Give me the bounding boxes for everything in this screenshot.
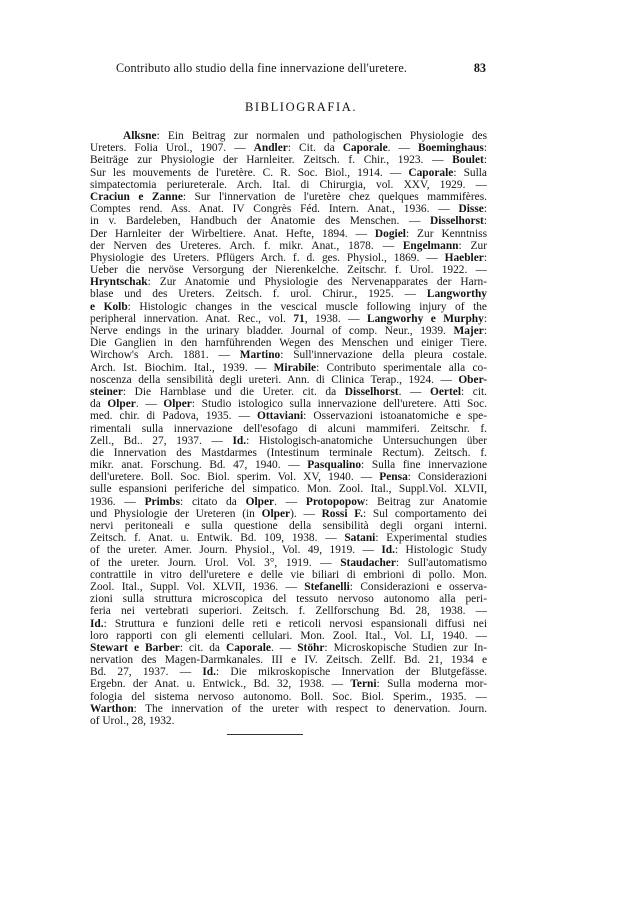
citation-text: dell'uretere. Boll. Soc. Biol. sperim. Vol. XV, 1940. — — [90, 471, 380, 484]
citation-text: . — — [270, 641, 298, 654]
citation-text: peripheral innervation. Anat. Rec., vol. — [90, 312, 294, 325]
citation-text: noscenza della sensibilità degli ureteri. Ann. di Clinica Terap., 1924. — — [90, 373, 459, 386]
citation-text: Ueber die nervöse Versorgung der Nierenkelche. Zeitschr. f. Urol. 1922. — — [90, 264, 487, 277]
author-name: 71 — [293, 312, 305, 325]
citation-text: : — [483, 203, 487, 216]
citation-text: : — [483, 154, 487, 167]
running-title: Contributo allo studio della fine innervazione dell'uretere. — [116, 61, 408, 75]
citation-text: : — [483, 325, 487, 337]
bibliography-line — [90, 508, 487, 520]
author-name: Haebler — [444, 251, 484, 264]
author-name: Alksne — [123, 130, 157, 142]
citation-text: in v. Bardeleben, Handbuch der Anatomie des Menschen. — — [90, 215, 431, 228]
bibliography-line — [90, 666, 487, 678]
bibliography-line — [90, 496, 487, 508]
citation-text: : Experimental studies — [375, 532, 487, 545]
author-name: Olper — [163, 398, 192, 411]
citation-text: : Sur l'innervation de l'uretère chez quelques mammifères. — [182, 190, 487, 203]
author-name: Langworhy e Murphy — [367, 312, 484, 325]
bibliography-line — [90, 179, 487, 191]
citation-text: : Studio istologico sulla innervazione dell'uretere. Atti Soc. — [191, 398, 487, 411]
author-name: Langworthy — [426, 288, 487, 301]
citation-text: Wirchow's Arch. 1881. — — [90, 349, 240, 362]
citation-text: Zell., Bd.. 27, 1937. — — [90, 434, 233, 447]
bibliography-line — [90, 593, 487, 605]
citation-text: nervation des Magen-Darmkanales. III e IV. Zeitsch. Zellf. Bd. 21, 1934 e — [90, 654, 487, 667]
bibliography-line — [90, 191, 487, 203]
citation-text: blase und des Ureters. Zeitsch. f. urol. Chirur., 1925. — — [90, 288, 427, 301]
citation-text: Zool. Ital., Suppl. Vol. XLVII, 1936. — — [90, 580, 305, 593]
citation-text: : Zur — [458, 239, 487, 252]
bibliography-line — [90, 410, 487, 422]
citation-text: und Physiologie der Ureteren (in — [90, 507, 262, 520]
citation-text: Die Ganglien in den harnführenden Wegen des Menschen und einiger Tiere. — [90, 337, 487, 350]
bibliography-line — [90, 691, 487, 703]
citation-text: : Zur Anatomie und Physiologie des Nervenapparates der Harn- — [147, 276, 487, 289]
citation-text: : Osservazioni istoanatomiche e spe- — [303, 410, 487, 423]
bibliography-line — [90, 203, 487, 215]
bibliography-line — [90, 459, 487, 471]
citation-text: ). — — [290, 507, 322, 520]
bibliography-line — [90, 215, 487, 227]
bibliography-line — [90, 605, 487, 617]
bibliography-line — [90, 240, 487, 252]
author-name: Staudacher — [340, 556, 396, 569]
citation-text: : Die Harnblase und die Ureter. cit. da — [122, 385, 345, 398]
author-name: Stöhr — [297, 641, 325, 654]
bibliography-line — [90, 471, 487, 483]
author-name: Rossi F. — [321, 507, 364, 520]
author-name: Warthon — [90, 702, 134, 715]
author-name: Olper — [245, 495, 275, 508]
author-name: steiner — [90, 385, 123, 398]
bibliography-line — [90, 654, 487, 666]
citation-text: : — [483, 142, 487, 155]
citation-text: da — [90, 398, 108, 411]
citation-text: : Sulla moderna mor- — [376, 678, 487, 691]
bibliography-line — [90, 569, 487, 581]
author-name: Oertel — [430, 385, 461, 398]
bibliography-line — [90, 435, 487, 447]
bibliography-line — [90, 362, 487, 374]
bibliography-line — [90, 447, 487, 459]
bibliography-line — [90, 544, 487, 556]
author-name: Satani — [344, 532, 376, 545]
citation-text: : Ein Beitrag zur normalen und pathologischen Physiologie des — [156, 130, 487, 142]
citation-text: sulle espansioni periferiche del simpatico. Mon. Zool. Ital., Suppl.Vol. XLVII, — [90, 483, 487, 496]
author-name: Terni — [350, 678, 377, 691]
bibliography-line — [90, 154, 487, 166]
author-name: Craciun e Zanne — [90, 190, 183, 203]
bibliography-line — [90, 703, 487, 715]
author-name: Majer — [453, 325, 484, 337]
author-name: Primbs — [144, 495, 181, 508]
bibliography-line — [90, 618, 487, 630]
citation-text: : cit. — [461, 385, 487, 398]
citation-text: : The innervation of the ureter with respect to denervation. Journ. — [133, 702, 487, 715]
citation-text: : Cit. da — [287, 142, 343, 155]
page-number: 83 — [473, 61, 486, 75]
citation-text: : Sulla — [453, 166, 487, 179]
citation-text: feria nei vertebrati superiori. Zeitsch. f. Zellforschung Bd. 28, 1938. — — [90, 605, 487, 618]
author-name: Id. — [381, 544, 395, 557]
bibliography-line — [90, 678, 487, 690]
bibliography-line — [90, 483, 487, 495]
citation-text: : Histologic changes in the vescical muscle following injury of the — [127, 300, 487, 313]
citation-text: mikr. anat. Forschung. Bd. 47, 1940. — — [90, 459, 308, 472]
citation-text: Physiologie des Ureters. Pflügers Arch. f. d. ges. Physiol., 1869. — — [90, 251, 445, 264]
citation-text: Comptes rend. Ass. Anat. IV Congrès Féd. Intern. Anat., 1936. — — [90, 203, 459, 216]
author-name: Ottaviani — [256, 410, 304, 423]
citation-text: of the ureter. Journ. Urol. Vol. 3°, 1919. — — [90, 556, 341, 569]
citation-text: : Histologisch-anatomiche Untersuchungen über — [246, 434, 487, 447]
citation-text: : Sul comportamento dei — [363, 507, 487, 520]
bibliography-line — [90, 337, 487, 349]
citation-text: Arch. Ist. Biochim. Ital., 1939. — — [90, 361, 274, 374]
citation-text: Bd. 27, 1937. — — [90, 666, 203, 679]
bibliography-line — [90, 642, 487, 654]
bibliography-line — [90, 167, 487, 179]
author-name: Caporale — [226, 641, 271, 654]
end-rule — [227, 734, 303, 735]
bibliography-line — [90, 386, 487, 398]
bibliography-line — [90, 532, 487, 544]
citation-text: Ergebn. der Anat. u. Entwick., Bd. 32, 1938. — — [90, 678, 351, 691]
author-name: Boeminghaus — [418, 142, 484, 155]
citation-text: rimentali sulla innervazione dell'esofago di alcuni mammiferi. Zeitschr. f. — [90, 422, 487, 435]
citation-text: fologia del sistema nervoso autonomo. Boll. Soc. Biol. Sperim., 1935. — — [90, 690, 487, 703]
author-name: Dogiel — [374, 227, 406, 240]
author-name: Olper — [261, 507, 291, 520]
bibliography-line — [90, 557, 487, 569]
citation-text: : — [483, 215, 487, 228]
author-name: Caporale — [408, 166, 454, 179]
author-name: Disselhorst — [344, 385, 399, 398]
citation-text: Der Harnleiter der Wirbeltiere. Anat. Hefte, 1894. — — [90, 227, 375, 240]
citation-text: of the ureter. Amer. Journ. Physiol., Vol. 49, 1919. — — [90, 544, 382, 557]
author-name: Protopopow — [305, 495, 366, 508]
citation-text: loro rapporti con gli elementi cellulari. Mon. Zool. Ital., Vol. LI, 1940. — — [90, 629, 487, 642]
citation-text: simpatectomia periureterale. Arch. Ital. di Chirurgia, vol. XXV, 1929. — — [90, 178, 487, 191]
citation-text: Sur les mouvements de l'uretère. C. R. Soc. Biol., 1914. — — [90, 166, 409, 179]
bibliography-line — [90, 130, 487, 142]
bibliography-line — [90, 264, 487, 276]
citation-text: : — [483, 312, 487, 325]
citation-text: : Sull'automatismo — [395, 556, 487, 569]
bibliography-line — [90, 630, 487, 642]
section-title: BIBLIOGRAFIA. — [244, 100, 358, 114]
author-name: Olper — [107, 398, 136, 411]
bibliography-line — [90, 228, 487, 240]
author-name: Id. — [90, 617, 104, 630]
citation-text: 1936. — — [90, 495, 145, 508]
citation-text: : Beitrag zur Anatomie — [365, 495, 487, 508]
bibliography-line — [90, 374, 487, 386]
citation-text: contrattile in vitro dell'uretere e delle vie biliari di embrioni di pollo. Mon. — [90, 568, 487, 581]
author-name: Hryntschak — [90, 276, 148, 289]
author-name: Id. — [202, 666, 216, 679]
author-name: Stewart e Barber — [90, 641, 180, 654]
bibliography-line — [90, 715, 487, 727]
citation-text: : Sulla fine innervazione — [361, 459, 487, 472]
bibliography-line — [90, 349, 487, 361]
citation-text: . — — [274, 495, 306, 508]
bibliography-line — [90, 276, 487, 288]
citation-text: . — — [398, 385, 430, 398]
author-name: Disselhorst — [430, 215, 484, 228]
citation-text: : Considerazioni e osserva- — [349, 580, 487, 593]
author-name: Caporale — [342, 142, 388, 155]
citation-text: : Considerazioni — [407, 471, 487, 484]
author-name: Stefanelli — [304, 580, 350, 593]
citation-text: nervi peritoneali e sulla questione della sensibilità degli organi interni. — [90, 520, 487, 532]
citation-text: die Innervation des Mastdarmes (Intestinum terminale Rectum). Zeitsch. f. — [90, 446, 487, 459]
citation-text: Nerve endings in the urinary bladder. Journal of comp. Neur., 1939. — [90, 325, 454, 337]
bibliography-line — [90, 313, 487, 325]
author-name: Pasqualino — [307, 459, 362, 472]
citation-text: of Urol., 28, 1932. — [90, 715, 175, 727]
author-name: Pensa — [379, 471, 408, 484]
author-name: Boulet — [452, 154, 484, 167]
citation-text: : Contributo sperimentale alla co- — [316, 361, 487, 374]
citation-text: : Struttura e funzioni delle reti e reticoli nervosi espansionali diffusi nei — [103, 617, 487, 630]
bibliography-line — [90, 520, 487, 532]
citation-text: : citato da — [180, 495, 246, 508]
citation-text: Zeitsch. f. Anat. u. Entwik. Bd. 109, 1938. — — [90, 532, 345, 545]
citation-text: . — — [387, 142, 418, 155]
citation-text: : Zur Kenntniss — [405, 227, 487, 240]
author-name: Mirabile — [273, 361, 317, 374]
bibliography-line — [90, 288, 487, 300]
author-name: Martino — [239, 349, 281, 362]
citation-text: : cit. da — [179, 641, 226, 654]
author-name: Id. — [232, 434, 247, 447]
citation-text: . — — [135, 398, 164, 411]
bibliography-list — [90, 130, 487, 727]
citation-text: Beiträge zur Physiologie der Harnleiter. Zeitsch. f. Chir., 1923. — — [90, 154, 453, 167]
citation-text: : — [483, 251, 487, 264]
bibliography-line — [90, 581, 487, 593]
citation-text: Ureters. Folia Urol., 1907. — — [90, 142, 254, 155]
bibliography-line — [90, 252, 487, 264]
citation-text: : Sull'innervazione della pleura costale. — [280, 349, 487, 362]
citation-text: med. chir. di Padova, 1935. — — [90, 410, 257, 423]
citation-text: , 1938. — — [304, 312, 367, 325]
author-name: Ober- — [458, 373, 487, 386]
author-name: Andler — [253, 142, 288, 155]
citation-text: : Microskopische Studien zur In- — [324, 641, 487, 654]
bibliography-line — [90, 142, 487, 154]
author-name: Engelmann — [402, 239, 459, 252]
citation-text: : Histologic Study — [394, 544, 487, 557]
bibliography-line — [90, 398, 487, 410]
citation-text: der Nerven des Ureteres. Arch. f. mikr. Anat., 1878. — — [90, 239, 403, 252]
citation-text: zioni sulla struttura microscopica del tessuto nervoso autonomo alla peri- — [90, 593, 487, 606]
author-name: e Kolb — [90, 300, 128, 313]
author-name: Disse — [458, 203, 484, 216]
bibliography-line — [90, 423, 487, 435]
bibliography-line — [90, 325, 487, 337]
citation-text: : Die mikroskopische Innervation der Blutgefässe. — [216, 666, 487, 679]
bibliography-line — [90, 301, 487, 313]
